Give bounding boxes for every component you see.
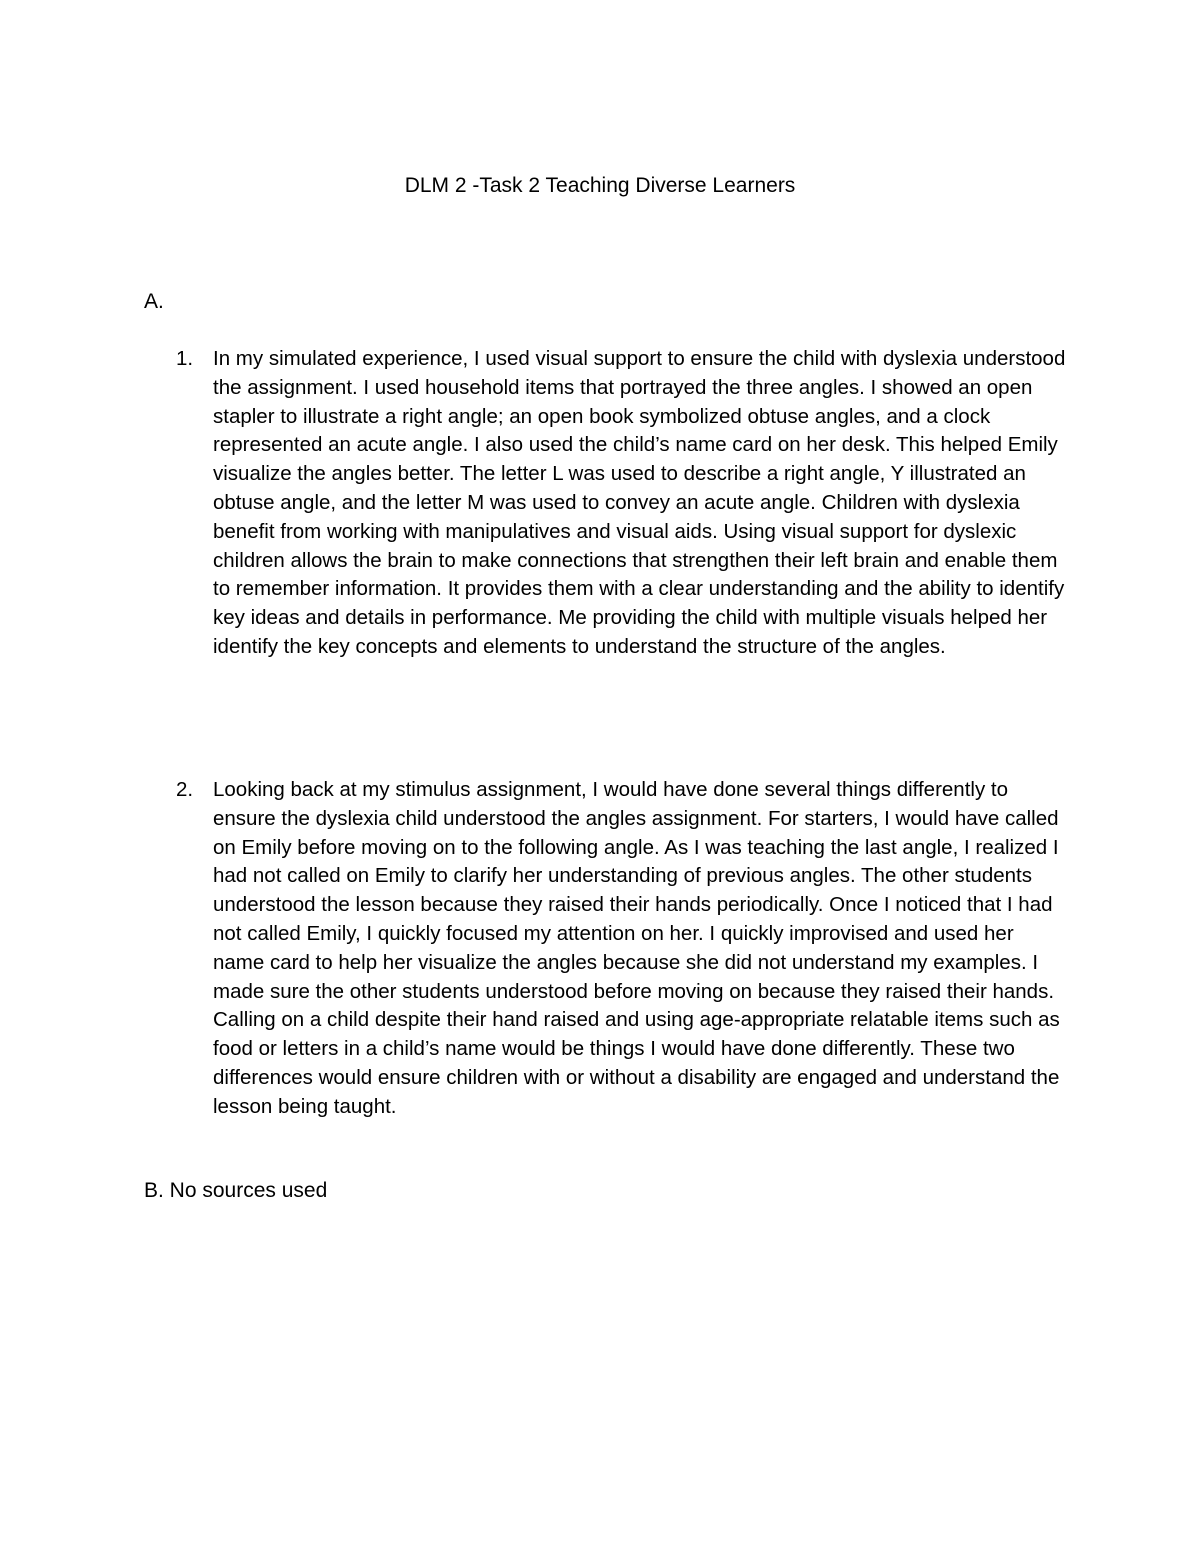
document-title: DLM 2 -Task 2 Teaching Diverse Learners [404,174,796,197]
list-item-number: 2. [176,778,194,801]
list-item [176,776,1066,1122]
list-item-number: 1. [176,347,194,370]
list-item-text: Looking back at my stimulus assignment, I would have done several things differently to ensure the dyslexia child understood the angles assignment. For starters, I would have called on Emily before moving on to the following angle. As I was teaching the last angle, I realized I had not called on Emily to clarify her understanding of previous angles. The other students understood the lesson because they raised their hands periodically. Once I noticed that I had not called Emily, I quickly focused my attention on her. I quickly improvised and used her name card to help her visualize the angles because she did not understand my examples. I made sure the other students understood before moving on because they raised their hands. Calling on a child despite their hand raised and using age-appropriate relatable items such as food or letters in a child’s name would be things I would have done differently. These two differences would ensure children with or without a disability are engaged and understand the lesson being taught. [213,778,1060,1118]
list-item [176,345,1066,662]
section-b-label: B. No sources used [144,1179,328,1202]
list-item-text: In my simulated experience, I used visual support to ensure the child with dyslexia understood the assignment. I used household items that portrayed the three angles. I showed an open stapler to illustrate a right angle; an open book symbolized obtuse angles, and a clock represented an acute angle. I also used the child’s name card on her desk. This helped Emily visualize the angles better. The letter L was used to describe a right angle, Y illustrated an obtuse angle, and the letter M was used to convey an acute angle. Children with dyslexia benefit from working with manipulatives and visual aids. Using visual support for dyslexic children allows the brain to make connections that strengthen their left brain and enable them to remember information. It provides them with a clear understanding and the ability to identify key ideas and details in performance. Me providing the child with multiple visuals helped her identify the key concepts and elements to understand the structure of the angles. [213,347,1066,658]
section-a-label: A. [144,290,164,313]
